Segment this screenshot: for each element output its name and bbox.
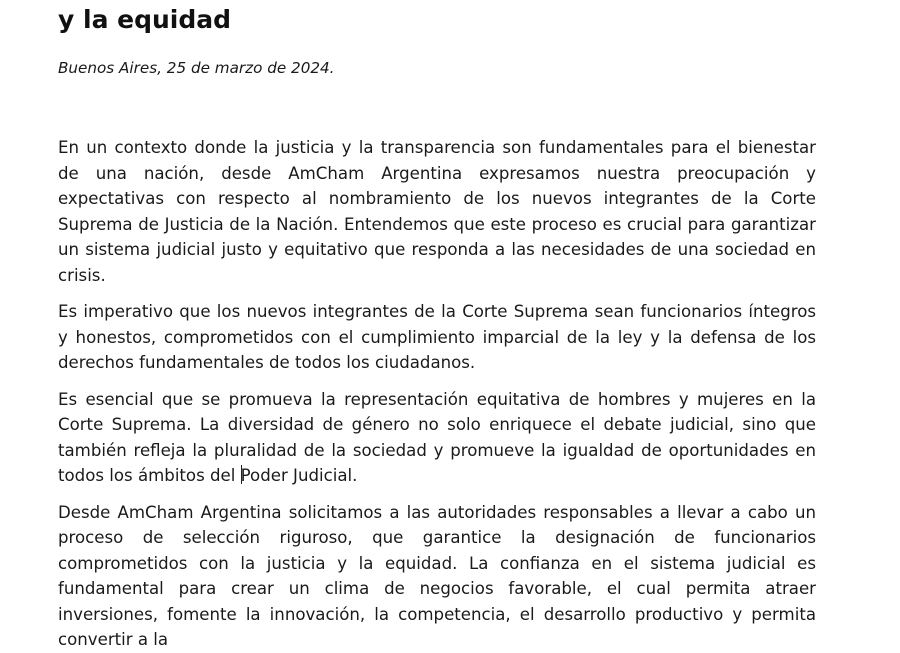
paragraph-2: Es imperativo que los nuevos integrantes de la Corte Suprema sean funcionarios íntegros y honestos, comprometidos con el cumplimiento imparcial de la ley y la defensa de los derechos fundamentales de todos los ciudadanos. <box>58 302 816 372</box>
document-title: y la equidad <box>58 5 232 34</box>
paragraph-3-text: Es esencial que se promueva la representación equitativa de hombres y mujeres en la Corte Suprema. La diversidad de género no solo enriquece el debate judicial, sino que también refleja la pluralidad de la sociedad y promueve la igualdad de oportunidades en todos los ámbitos del <box>58 389 816 485</box>
paragraph-3 <box>58 387 816 489</box>
paragraph-1: En un contexto donde la justicia y la transparencia son fundamentales para el bienestar de una nación, desde AmCham Argentina expresamos nuestra preocupación y expectativas con respecto al nombramiento de los nuevos integrantes de la Corte Suprema de Justicia de la Nación. Entendemos que este proceso es crucial para garantizar un sistema judicial justo y equitativo que responda a las necesidades de una sociedad en crisis. <box>58 138 816 285</box>
document-body <box>58 135 816 653</box>
paragraph-3-tail: Poder Judicial. <box>240 466 358 485</box>
paragraph-4: Desde AmCham Argentina solicitamos a las autoridades responsables a llevar a cabo un proceso de selección riguroso, que garantice la designación de funcionarios comprometidos con la justicia y la equidad. La confianza en el sistema judicial es fundamental para crear un clima de negocios favorable, el cual permita atraer inversiones, fomente la innovación, la competencia, el desarrollo productivo y permita convertir a la <box>58 502 816 649</box>
dateline: Buenos Aires, 25 de marzo de 2024. <box>58 59 335 77</box>
